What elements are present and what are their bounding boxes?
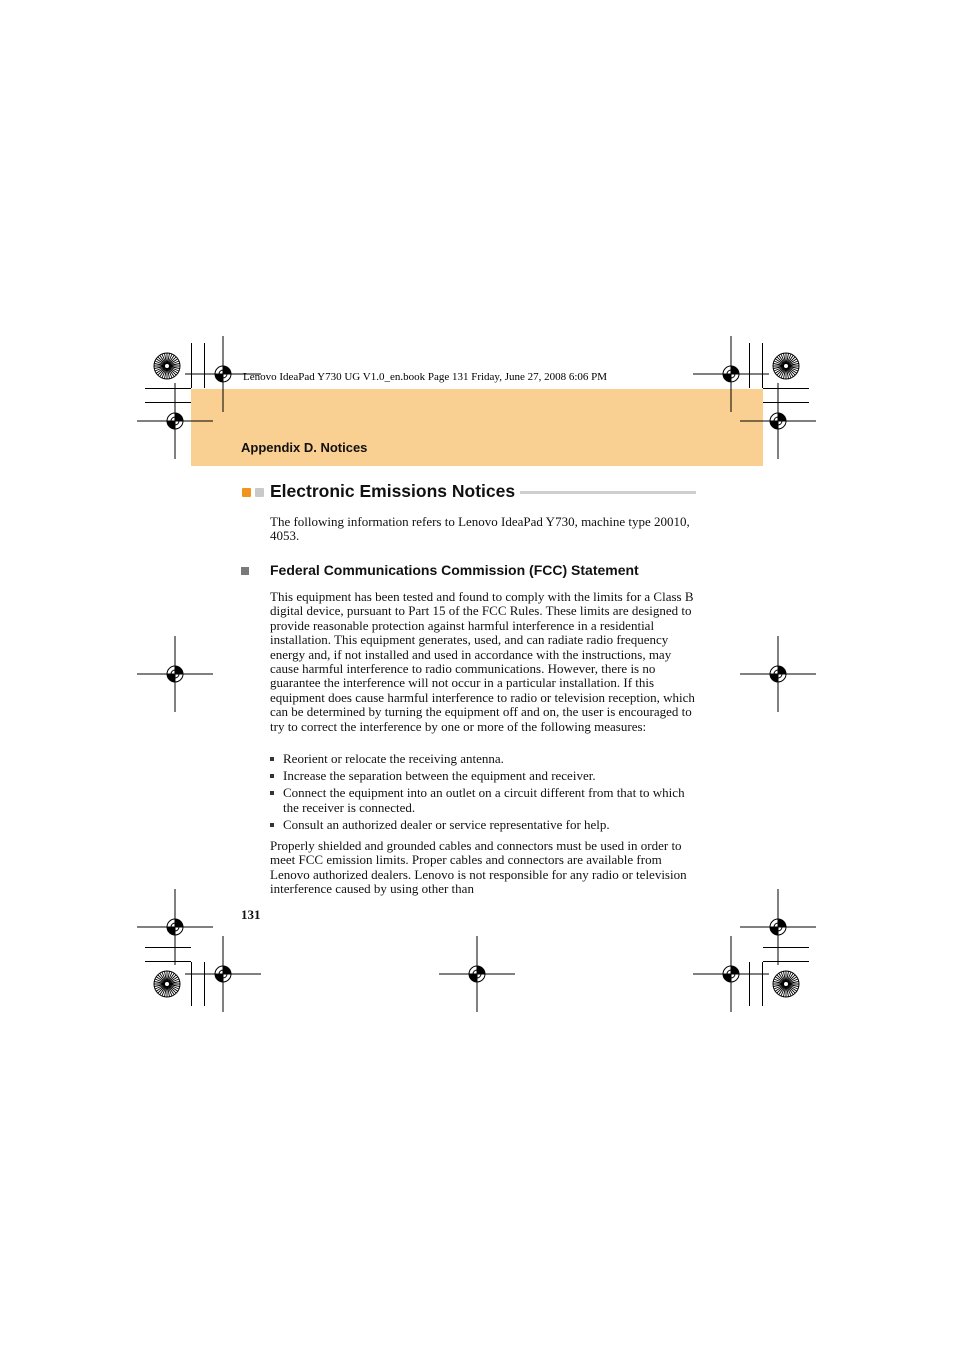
star-target-icon [773, 353, 799, 379]
star-target-icon [154, 971, 180, 997]
chapter-title: Appendix D. Notices [241, 440, 368, 455]
fcc-paragraph-2: Properly shielded and grounded cables and connectors must be used in order to meet FCC emission limits. Proper cables and connectors are available from Lenovo authorized dealers. Lenovo is not responsible for any radio or television interference caused by using other than [270, 838, 687, 897]
registration-target-icon [185, 336, 261, 412]
registration-target-icon [185, 936, 261, 1012]
registration-target-icon [740, 636, 816, 712]
section-intro: The following information refers to Lenovo IdeaPad Y730, machine type 20010, 4053. [270, 514, 690, 544]
list-item-text: Consult an authorized dealer or service representative for help. [283, 817, 610, 833]
registration-target-icon [740, 889, 816, 965]
registration-target-icon [137, 889, 213, 965]
fcc-paragraph-1: This equipment has been tested and found to comply with the limits for a Class B digital device, pursuant to Part 15 of the FCC Rules. These limits are designed to provide reasonable protection against harmful interference in a residential installation. This equipment generates, used, and can radiate radio frequency energy and, if not installed and used in accordance with the instructions, may cause harmful interference to radio communications. However, there is no guarantee the interference will not occur in a particular installation. If this equipment does cause harmful interference to radio or television reception, which can be determined by turning the equipment off and on, the user is encouraged to try to correct the interference by one or more of the following measures: [270, 589, 695, 734]
page-number: 131 [241, 907, 261, 922]
list-item-text: Increase the separation between the equipment and receiver. [283, 768, 596, 784]
subsection-title: Federal Communications Commission (FCC) Statement [270, 562, 639, 578]
list-item-text: Reorient or relocate the receiving antenna. [283, 751, 504, 766]
star-target-icon [773, 971, 799, 997]
registration-target-icon [137, 383, 213, 459]
registration-target-icon [439, 936, 515, 1012]
registration-target-icon [740, 383, 816, 459]
section-title: Electronic Emissions Notices [270, 481, 516, 501]
registration-target-icon [693, 936, 769, 1012]
star-target-icon [154, 353, 180, 379]
print-slug-line: Lenovo IdeaPad Y730 UG V1.0_en.book Page 131 Friday, June 27, 2008 6:06 PM [243, 371, 608, 383]
registration-target-icon [137, 636, 213, 712]
list-item-text: Connect the equipment into an outlet on a circuit different from that to which the receiver is connected. [283, 785, 685, 815]
registration-target-icon [693, 336, 769, 412]
